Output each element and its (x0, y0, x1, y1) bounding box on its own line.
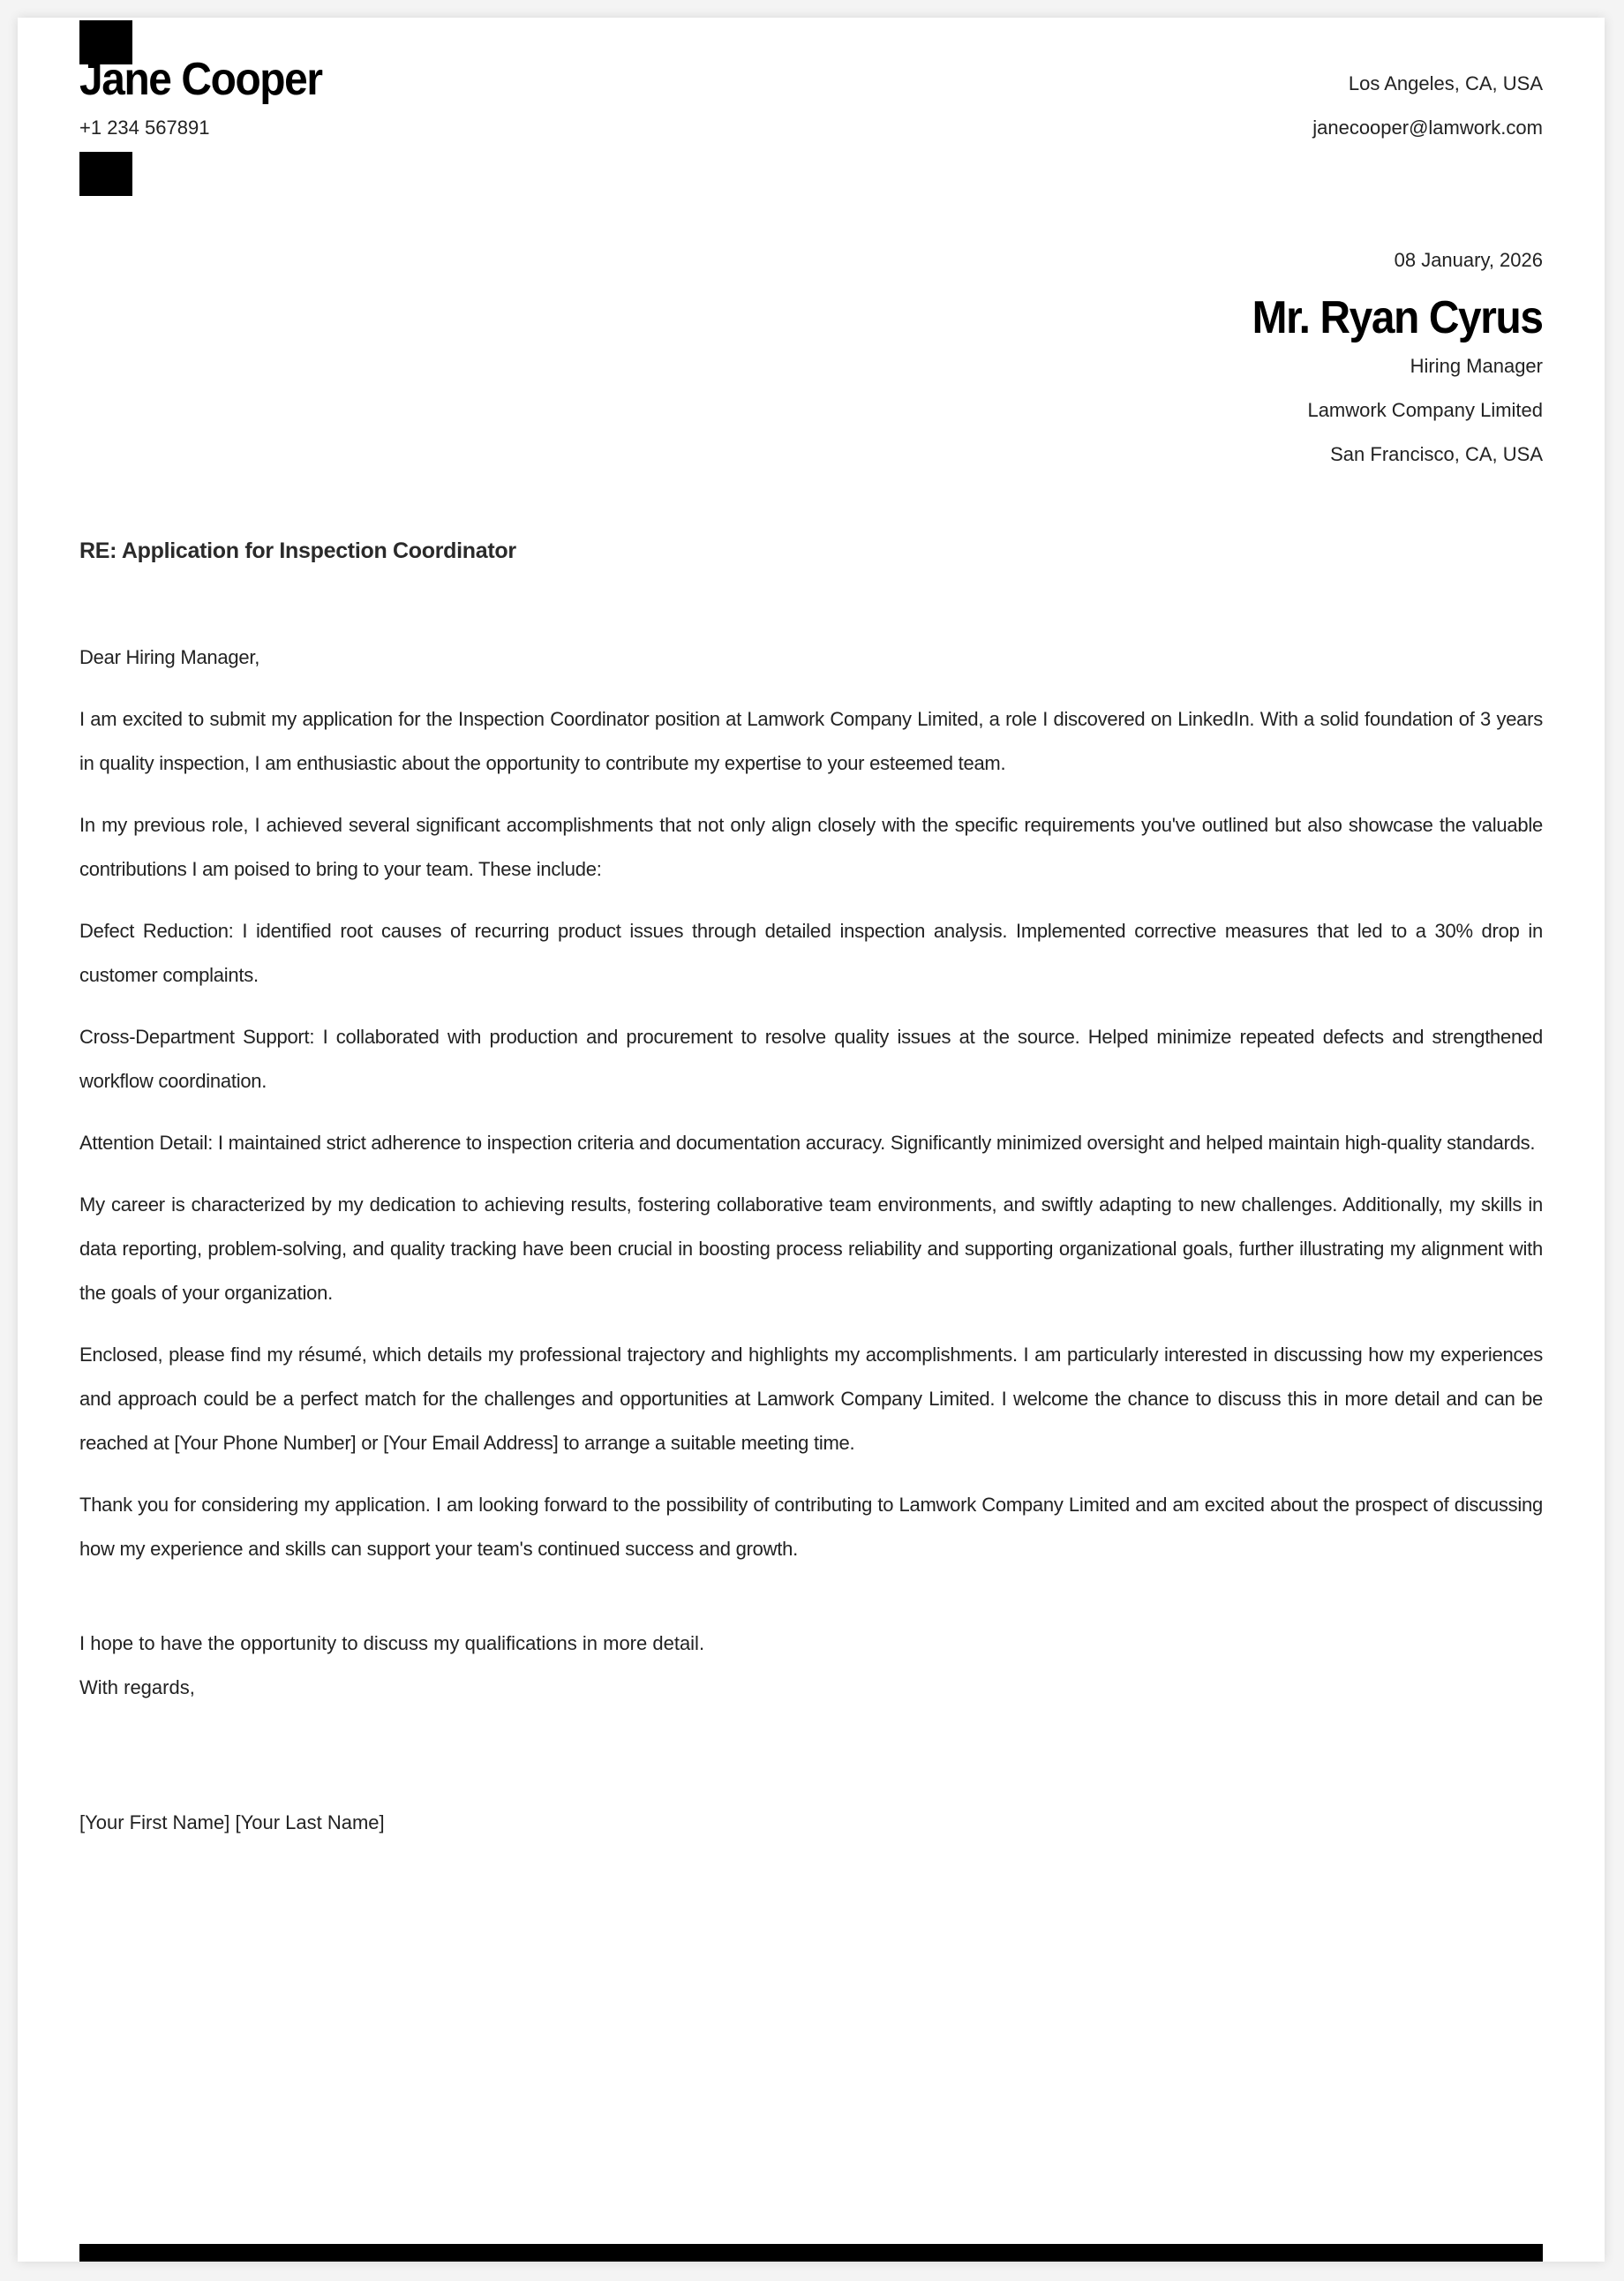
body-paragraph: I am excited to submit my application for the Inspection Coordinator position at Lamwork Company Limited, a role I discovered on LinkedIn. With a solid foundation of 3 years in quality inspection, I am enthusiastic about the opportunity to contribute my expertise to your esteemed team. (79, 708, 1543, 774)
letter-date: 08 January, 2026 (1394, 249, 1543, 271)
recipient-title: Hiring Manager (1410, 355, 1543, 377)
subject-line: RE: Application for Inspection Coordinator (79, 538, 516, 563)
closing-line: I hope to have the opportunity to discuss my qualifications in more detail. (79, 1632, 705, 1654)
recipient-name: Mr. Ryan Cyrus (1252, 292, 1543, 343)
closing (79, 1622, 704, 1710)
letter-page (18, 18, 1605, 2262)
body-paragraph: In my previous role, I achieved several significant accomplishments that not only align closely with the specific requirements you've outlined but also showcase the valuable contributions I am poised to bring to your team. These include: (79, 814, 1543, 880)
recipient-city: San Francisco, CA, USA (1330, 443, 1543, 465)
signature: [Your First Name] [Your Last Name] (79, 1811, 385, 1833)
closing-regards: With regards, (79, 1676, 195, 1698)
body-paragraph: My career is characterized by my dedication to achieving results, fostering collaborative team environments, and swiftly adapting to new challenges. Additionally, my skills in data reporting, problem-solving, and quality tracking have been crucial in boosting process reliability and supporting organizational goals, further illustrating my alignment with the goals of your organization. (79, 1193, 1543, 1304)
body-paragraph: Thank you for considering my application. I am looking forward to the possibility of contributing to Lamwork Company Limited and am excited about the prospect of discussing how my experience and skills can support your team's continued success and growth. (79, 1494, 1543, 1560)
recipient-company: Lamwork Company Limited (1307, 399, 1543, 421)
body-paragraph: Attention Detail: I maintained strict adherence to inspection criteria and documentation accuracy. Significantly minimized oversight and helped maintain high-quality standards. (79, 1132, 1536, 1154)
sender-phone: +1 234 567891 (79, 117, 210, 139)
sender-email: janecooper@lamwork.com (1312, 117, 1543, 139)
sender-name: Jane Cooper (79, 54, 322, 105)
body-paragraph: Enclosed, please find my résumé, which details my professional trajectory and highlights my accomplishments. I am particularly interested in discussing how my experiences and approach could be a perfect match for the challenges and opportunities at Lamwork Company Limited. I welcome the chance to discuss this in more detail and can be reached at [Your Phone Number] or [Your Email Address] to arrange a suitable meeting time. (79, 1344, 1543, 1454)
letter-body (79, 636, 1543, 1589)
salutation: Dear Hiring Manager, (79, 646, 260, 668)
body-paragraph: Defect Reduction: I identified root causes of recurring product issues through detailed inspection analysis. Implemented corrective measures that led to a 30% drop in customer complaints. (79, 920, 1543, 986)
sender-city: Los Angeles, CA, USA (1348, 72, 1543, 94)
header-decoration-bottom (79, 152, 132, 196)
footer-bar (79, 2244, 1543, 2262)
body-paragraph: Cross-Department Support: I collaborated with production and procurement to resolve quality issues at the source. Helped minimize repeated defects and strengthened workflow coordination. (79, 1026, 1543, 1092)
